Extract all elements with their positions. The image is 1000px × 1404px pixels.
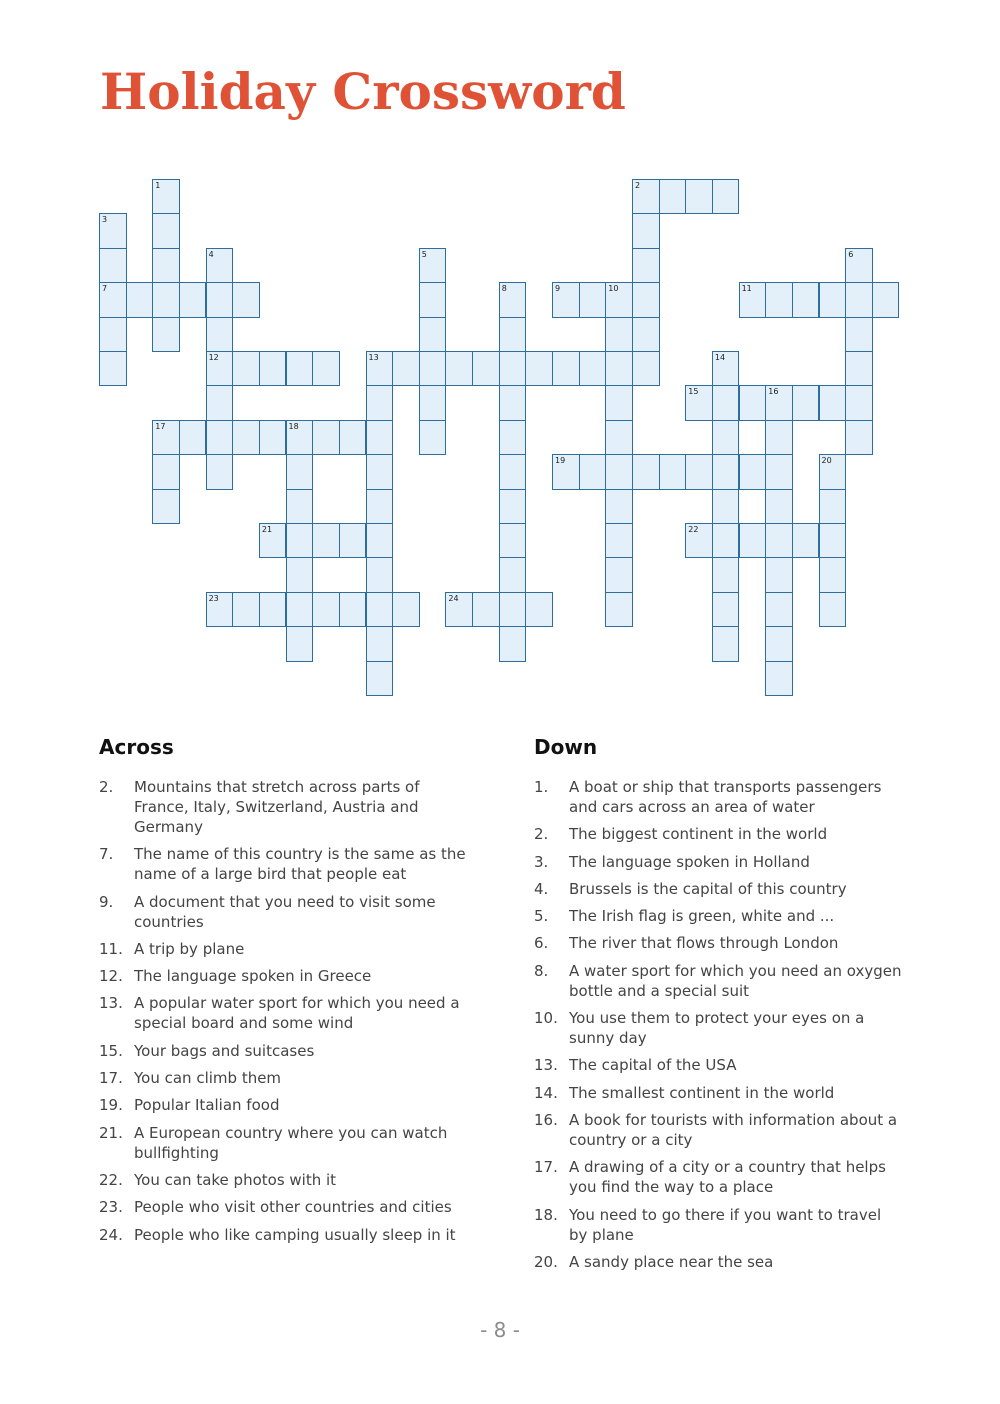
clue-number-label: 5 [421, 249, 427, 259]
crossword-cell[interactable] [685, 179, 713, 214]
crossword-cell[interactable] [286, 592, 314, 627]
crossword-cell[interactable] [792, 385, 820, 420]
clue-text: The Irish flag is green, white and ... [569, 907, 835, 926]
down-heading: Down [534, 735, 598, 759]
clue-number: 4. [534, 879, 549, 898]
across-clue-list [99, 777, 469, 1245]
clue-number: 23. [99, 1198, 123, 1217]
clue-number: 17. [99, 1069, 123, 1088]
down-clue [534, 1083, 904, 1103]
clue-text: A European country where you can watch bullfighting [134, 1123, 448, 1162]
crossword-cell[interactable] [499, 317, 527, 352]
clue-text: The river that flows through London [569, 934, 839, 953]
crossword-cell[interactable] [312, 351, 340, 386]
crossword-cell[interactable] [765, 282, 793, 317]
crossword-cell[interactable] [605, 351, 633, 386]
clue-text: A trip by plane [134, 939, 245, 958]
crossword-cell[interactable] [579, 351, 607, 386]
clue-number-label: 15 [688, 387, 699, 397]
down-clue-list [534, 777, 904, 1272]
across-clue [99, 1225, 469, 1245]
crossword-cell[interactable] [845, 248, 873, 283]
crossword-cell[interactable] [765, 557, 793, 592]
crossword-cell[interactable] [712, 179, 740, 214]
crossword-cell[interactable] [765, 420, 793, 455]
crossword-cell[interactable] [712, 351, 740, 386]
crossword-cell[interactable] [206, 454, 234, 489]
crossword-cell[interactable] [99, 351, 127, 386]
clue-number: 3. [534, 852, 549, 871]
clue-number-label: 24 [448, 593, 459, 603]
crossword-cell[interactable] [712, 420, 740, 455]
crossword-cell[interactable] [712, 557, 740, 592]
crossword-cell[interactable] [419, 420, 447, 455]
crossword-cell[interactable] [845, 317, 873, 352]
across-clue [99, 1170, 469, 1190]
crossword-cell[interactable] [99, 213, 127, 248]
clue-number-label: 7 [102, 284, 108, 294]
crossword-cell[interactable] [499, 282, 527, 317]
crossword-cell[interactable] [499, 420, 527, 455]
crossword-cell[interactable] [152, 317, 180, 352]
crossword-cell[interactable] [819, 282, 847, 317]
clue-text: You use them to protect your eyes on a sunny day [569, 1009, 865, 1048]
crossword-cell[interactable] [152, 420, 180, 455]
crossword-cell[interactable] [632, 351, 660, 386]
down-clue [534, 1008, 904, 1048]
clue-number: 14. [534, 1083, 558, 1102]
crossword-cell[interactable] [499, 592, 527, 627]
crossword-cell[interactable] [179, 420, 207, 455]
down-clue [534, 824, 904, 844]
down-clue [534, 1110, 904, 1150]
crossword-cell[interactable] [419, 385, 447, 420]
crossword-cell[interactable] [685, 385, 713, 420]
crossword-cell[interactable] [366, 454, 394, 489]
across-clues-section [99, 735, 469, 1252]
clue-number: 20. [534, 1252, 558, 1271]
crossword-cell[interactable] [632, 282, 660, 317]
crossword-cell[interactable] [605, 454, 633, 489]
crossword-cell[interactable] [419, 351, 447, 386]
clue-number-label: 17 [155, 421, 166, 431]
crossword-cell[interactable] [286, 420, 314, 455]
crossword-cell[interactable] [819, 592, 847, 627]
clue-number-label: 18 [288, 421, 299, 431]
crossword-cell[interactable] [792, 282, 820, 317]
crossword-cell[interactable] [712, 489, 740, 524]
crossword-cell[interactable] [605, 557, 633, 592]
crossword-cell[interactable] [179, 282, 207, 317]
clue-text: You need to go there if you want to travel by plane [569, 1205, 882, 1244]
clue-text: Popular Italian food [134, 1096, 280, 1115]
crossword-cell[interactable] [499, 351, 527, 386]
crossword-cell[interactable] [499, 523, 527, 558]
crossword-cell[interactable] [632, 179, 660, 214]
clue-number-label: 13 [368, 353, 379, 362]
crossword-cell[interactable] [472, 592, 500, 627]
clue-text: A book for tourists with information about a country or a city [569, 1110, 898, 1149]
crossword-cell[interactable] [765, 523, 793, 558]
crossword-cell[interactable] [845, 385, 873, 420]
crossword-cell[interactable] [206, 282, 234, 317]
crossword-cell[interactable] [632, 317, 660, 352]
crossword-cell[interactable] [259, 592, 287, 627]
clue-number: 12. [99, 967, 123, 986]
clue-text: The biggest continent in the world [569, 825, 828, 844]
crossword-cell[interactable] [419, 248, 447, 283]
clue-text: The language spoken in Greece [134, 967, 372, 986]
crossword-cell[interactable] [632, 248, 660, 283]
clue-number-label: 20 [821, 456, 832, 466]
crossword-cell[interactable] [206, 317, 234, 352]
crossword-cell[interactable] [765, 489, 793, 524]
crossword-cell[interactable] [286, 557, 314, 592]
crossword-cell[interactable] [765, 592, 793, 627]
clue-number: 10. [534, 1009, 558, 1028]
crossword-cell[interactable] [206, 385, 234, 420]
crossword-cell[interactable] [206, 420, 234, 455]
clue-text: A sandy place near the sea [569, 1252, 774, 1271]
clue-number: 17. [534, 1158, 558, 1177]
across-clue [99, 993, 469, 1033]
crossword-cell[interactable] [552, 454, 580, 489]
clue-number: 11. [99, 939, 123, 958]
crossword-cell[interactable] [366, 351, 394, 386]
clue-number: 19. [99, 1096, 123, 1115]
crossword-cell[interactable] [366, 523, 394, 558]
clue-text: Mountains that stretch across parts of France, Italy, Switzerland, Austria and Germany [134, 778, 420, 836]
clue-number: 22. [99, 1170, 123, 1189]
crossword-cell[interactable] [286, 489, 314, 524]
crossword-cell[interactable] [99, 317, 127, 352]
crossword-cell[interactable] [685, 523, 713, 558]
crossword-cell[interactable] [605, 592, 633, 627]
across-clue [99, 777, 469, 837]
crossword-cell[interactable] [632, 454, 660, 489]
crossword-cell[interactable] [819, 523, 847, 558]
crossword-cell[interactable] [819, 557, 847, 592]
crossword-cell[interactable] [499, 454, 527, 489]
crossword-cell[interactable] [419, 282, 447, 317]
clue-text: A boat or ship that transports passengers and cars across an area of water [569, 778, 882, 816]
clue-number-label: 9 [555, 284, 561, 294]
crossword-cell[interactable] [392, 351, 420, 386]
crossword-cell[interactable] [525, 351, 553, 386]
clue-number: 13. [99, 994, 123, 1013]
across-clue [99, 1197, 469, 1217]
clue-text: You can climb them [134, 1069, 282, 1088]
clue-number: 7. [99, 845, 114, 864]
clue-number-label: 11 [741, 284, 752, 294]
crossword-cell[interactable] [366, 489, 394, 524]
crossword-cell[interactable] [499, 626, 527, 661]
crossword-cell[interactable] [659, 179, 687, 214]
crossword-cell[interactable] [819, 489, 847, 524]
crossword-cell[interactable] [206, 248, 234, 283]
crossword-cell[interactable] [366, 661, 394, 696]
crossword-cell[interactable] [499, 557, 527, 592]
crossword-cell[interactable] [232, 420, 260, 455]
crossword-cell[interactable] [765, 454, 793, 489]
clue-text: People who visit other countries and cities [134, 1198, 452, 1217]
down-clue [534, 1252, 904, 1272]
crossword-cell[interactable] [152, 282, 180, 317]
clue-number: 6. [534, 934, 549, 953]
crossword-cell[interactable] [206, 351, 234, 386]
crossword-cell[interactable] [232, 592, 260, 627]
crossword-cell[interactable] [366, 385, 394, 420]
crossword-cell[interactable] [152, 248, 180, 283]
clue-number: 2. [99, 778, 114, 796]
crossword-cell[interactable] [366, 626, 394, 661]
clue-number: 16. [534, 1110, 558, 1129]
crossword-cell[interactable] [259, 523, 287, 558]
crossword-cell[interactable] [286, 351, 314, 386]
crossword-cell[interactable] [605, 489, 633, 524]
crossword-cell[interactable] [739, 454, 767, 489]
clue-text: A drawing of a city or a country that helps you find the way to a place [569, 1158, 886, 1197]
crossword-cell[interactable] [872, 282, 900, 317]
crossword-cell[interactable] [472, 351, 500, 386]
across-clue [99, 892, 469, 932]
crossword-cell[interactable] [366, 557, 394, 592]
crossword-cell[interactable] [845, 351, 873, 386]
clue-text: Brussels is the capital of this country [569, 879, 847, 898]
crossword-cell[interactable] [765, 626, 793, 661]
down-clues-section [534, 735, 904, 1279]
crossword-cell[interactable] [525, 592, 553, 627]
across-clue [99, 844, 469, 884]
clue-number-label: 4 [208, 249, 214, 259]
crossword-cell[interactable] [579, 454, 607, 489]
down-clue [534, 933, 904, 953]
crossword-cell[interactable] [445, 592, 473, 627]
clue-number-label: 2 [635, 181, 641, 190]
crossword-cell[interactable] [152, 489, 180, 524]
crossword-cell[interactable] [152, 179, 180, 214]
crossword-cell[interactable] [445, 351, 473, 386]
crossword-cell[interactable] [712, 385, 740, 420]
clue-number: 2. [534, 825, 549, 844]
crossword-cell[interactable] [366, 592, 394, 627]
clue-text: A document that you need to visit some countries [134, 892, 436, 931]
crossword-cell[interactable] [605, 523, 633, 558]
crossword-cell[interactable] [152, 454, 180, 489]
crossword-cell[interactable] [605, 420, 633, 455]
page-number: - 8 - [480, 1318, 520, 1342]
crossword-cell[interactable] [286, 523, 314, 558]
clue-number: 18. [534, 1205, 558, 1224]
crossword-cell[interactable] [232, 282, 260, 317]
crossword-cell[interactable] [739, 282, 767, 317]
crossword-cell[interactable] [312, 523, 340, 558]
crossword-cell[interactable] [312, 592, 340, 627]
clue-number-label: 14 [714, 353, 726, 362]
clue-number: 24. [99, 1225, 123, 1244]
crossword-cell[interactable] [99, 248, 127, 283]
down-clue [534, 1157, 904, 1197]
clue-number-label: 19 [555, 456, 566, 466]
across-clue [99, 966, 469, 986]
clue-number: 5. [534, 907, 549, 926]
clue-number-label: 3 [102, 215, 108, 225]
clue-text: The name of this country is the same as the name of a large bird that people eat [134, 845, 466, 884]
page-title: Holiday Crossword [100, 62, 626, 121]
crossword-cell[interactable] [685, 454, 713, 489]
across-clue [99, 1041, 469, 1061]
crossword-cell[interactable] [312, 420, 340, 455]
clue-text: You can take photos with it [134, 1170, 337, 1189]
crossword-cell[interactable] [232, 351, 260, 386]
crossword-cell[interactable] [739, 385, 767, 420]
crossword-cell[interactable] [712, 523, 740, 558]
crossword-cell[interactable] [152, 213, 180, 248]
crossword-cell[interactable] [339, 420, 367, 455]
crossword-cell[interactable] [792, 523, 820, 558]
clue-text: The smallest continent in the world [569, 1083, 835, 1102]
crossword-cell[interactable] [499, 489, 527, 524]
crossword-cell[interactable] [819, 454, 847, 489]
crossword-cell[interactable] [845, 282, 873, 317]
clue-number-label: 6 [848, 249, 854, 259]
crossword-cell[interactable] [339, 592, 367, 627]
clue-number-label: 10 [608, 284, 619, 294]
crossword-cell[interactable] [259, 351, 287, 386]
across-heading: Across [99, 735, 174, 759]
crossword-cell[interactable] [712, 454, 740, 489]
crossword-cell[interactable] [845, 420, 873, 455]
crossword-cell[interactable] [712, 592, 740, 627]
clue-text: People who like camping usually sleep in it [134, 1225, 456, 1244]
crossword-cell[interactable] [739, 523, 767, 558]
crossword-cell[interactable] [632, 213, 660, 248]
clue-text: A water sport for which you need an oxygen bottle and a special suit [569, 961, 902, 1000]
down-clue [534, 852, 904, 872]
clue-number: 21. [99, 1123, 123, 1142]
clue-number: 8. [534, 961, 549, 980]
crossword-cell[interactable] [286, 626, 314, 661]
crossword-cell[interactable] [605, 385, 633, 420]
crossword-cell[interactable] [605, 282, 633, 317]
clue-number-label: 16 [768, 387, 779, 397]
crossword-cell[interactable] [499, 385, 527, 420]
crossword-cell[interactable] [605, 317, 633, 352]
clue-text: The language spoken in Holland [569, 852, 810, 871]
crossword-cell[interactable] [206, 592, 234, 627]
clue-number: 13. [534, 1056, 558, 1075]
crossword-cell[interactable] [712, 626, 740, 661]
clue-number-label: 22 [688, 525, 699, 534]
across-clue [99, 1068, 469, 1088]
down-clue [534, 879, 904, 899]
across-clue [99, 939, 469, 959]
down-clue [534, 1205, 904, 1245]
crossword-cell[interactable] [819, 385, 847, 420]
crossword-cell[interactable] [99, 282, 127, 317]
clue-text: The capital of the USA [569, 1056, 737, 1075]
clue-number-label: 1 [155, 181, 161, 190]
crossword-cell[interactable] [286, 454, 314, 489]
crossword-cell[interactable] [765, 661, 793, 696]
clue-number-label: 21 [261, 525, 273, 534]
crossword-cell[interactable] [552, 351, 580, 386]
clue-number: 15. [99, 1041, 123, 1060]
crossword-cell[interactable] [366, 420, 394, 455]
crossword-cell[interactable] [392, 592, 420, 627]
crossword-cell[interactable] [659, 454, 687, 489]
clue-number-label: 8 [501, 284, 507, 294]
clue-number-label: 12 [208, 353, 219, 362]
down-clue [534, 906, 904, 926]
crossword-cell[interactable] [259, 420, 287, 455]
clue-text: A popular water sport for which you need a special board and some wind [134, 994, 460, 1033]
down-clue [534, 1055, 904, 1075]
crossword-cell[interactable] [339, 523, 367, 558]
clue-number: 9. [99, 892, 114, 911]
down-clue [534, 777, 904, 817]
crossword-cell[interactable] [126, 282, 154, 317]
across-clue [99, 1095, 469, 1115]
crossword-cell[interactable] [419, 317, 447, 352]
across-clue [99, 1123, 469, 1163]
crossword-cell[interactable] [552, 282, 580, 317]
down-clue [534, 961, 904, 1001]
crossword-cell[interactable] [579, 282, 607, 317]
clue-number-label: 23 [208, 593, 219, 603]
clue-number: 1. [534, 778, 549, 796]
crossword-cell[interactable] [765, 385, 793, 420]
clue-text: Your bags and suitcases [134, 1041, 315, 1060]
